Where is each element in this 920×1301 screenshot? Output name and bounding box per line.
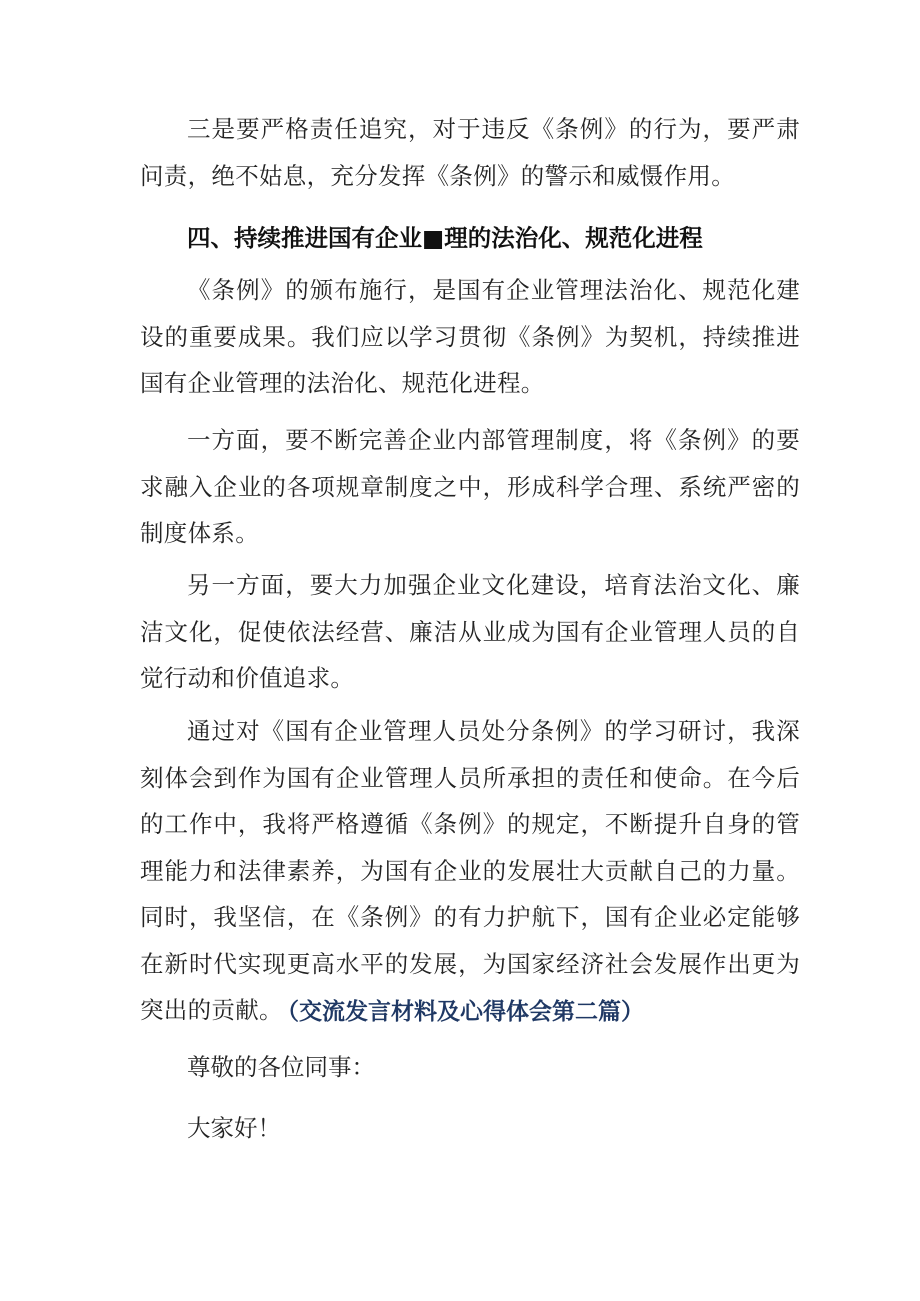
paragraph-internal-system: 一方面，要不断完善企业内部管理制度，将《条例》的要求融入企业的各项规章制度之中，形成科学合理、系统严密的制度体系。 (140, 426, 800, 547)
greeting-line: 大家好！ (187, 1114, 281, 1142)
paragraph-regulation-significance: 《条例》的颁布施行，是国有企业管理法治化、规范化建设的重要成果。我们应以学习贯彻《条例》为契机，持续推进国有企业管理的法治化、规范化进程。 (140, 276, 800, 397)
paragraph-accountability: 三是要严格责任追究，对于违反《条例》的行为，要严肃问责，绝不姑息，充分发挥《条例》的警示和威慑作用。 (140, 115, 800, 190)
paragraph-conclusion: 通过对《国有企业管理人员处分条例》的学习研讨，我深刻体会到作为国有企业管理人员所承担的责任和使命。在今后的工作中，我将严格遵循《条例》的规定，不断提升自身的管理能力和法律素养，为国有企业的发展壮大贡献自己的力量。同时，我坚信，在《条例》的有力护航下，国有企业必定能够在新时代实现更高水平的发展，为国家经济社会发展作出更为突出的贡献。 (140, 717, 800, 1024)
salutation-line: 尊敬的各位同事： (187, 1053, 375, 1081)
section-heading-four: 四、持续推进国有企业■理的法治化、规范化进程 (187, 224, 703, 252)
second-article-title: （交流发言材料及心得体会第二篇） (276, 999, 644, 1025)
paragraph-corporate-culture: 另一方面，要大力加强企业文化建设，培育法治文化、廉洁文化，促使依法经营、廉洁从业成为国有企业管理人员的自觉行动和价值追求。 (140, 571, 800, 692)
